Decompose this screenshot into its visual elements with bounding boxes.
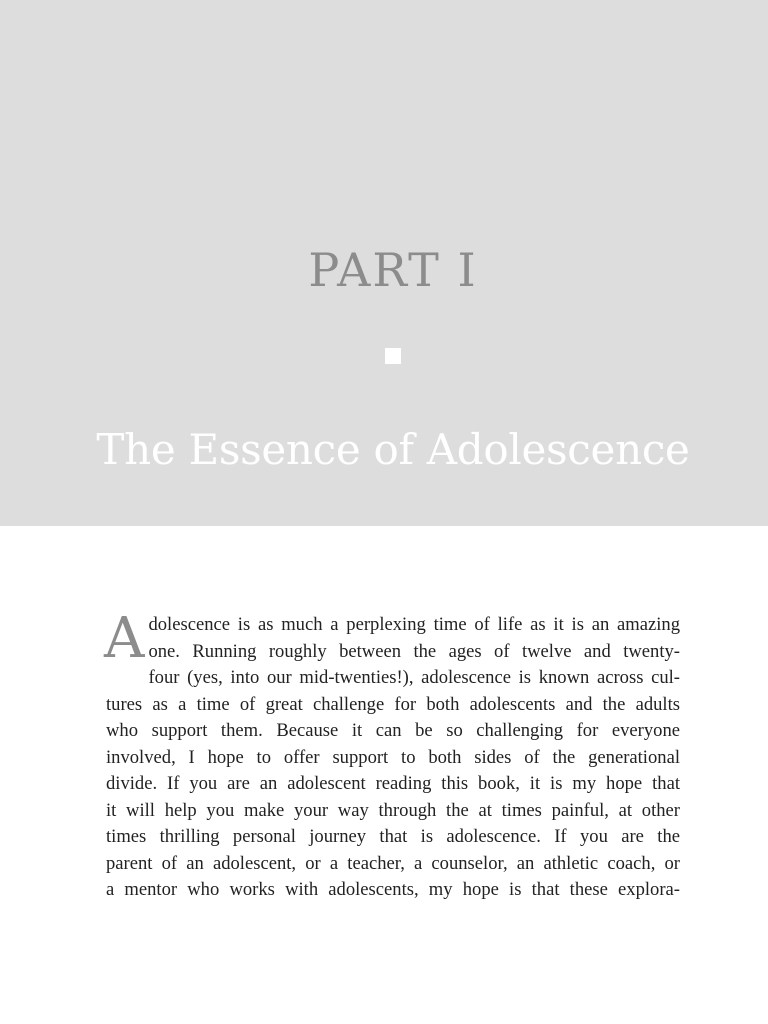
text-line: one. Running roughly between the ages of twelve and twenty- (148, 640, 680, 662)
part-label: PART I (308, 243, 478, 297)
text-line: a mentor who works with adolescents, my hope is that these explora- (106, 879, 680, 900)
text-line: who support them. Because it can be so challenging for everyone (106, 720, 680, 741)
text-line: divide. If you are an adolescent reading this book, it is my hope that (106, 773, 680, 794)
text-line: dolescence is as much a perplexing time of life as it is an amazing (148, 614, 680, 635)
text-line: involved, I hope to offer support to both sides of the generational (106, 746, 680, 768)
text-line: tures as a time of great challenge for both adolescents and the adults (106, 693, 680, 715)
text-line: four (yes, into our mid-twenties!), adolescence is known across cul- (148, 667, 680, 688)
text-line: times thrilling personal journey that is adolescence. If you are the (106, 826, 680, 847)
body-paragraph (104, 606, 680, 904)
drop-cap: A (104, 606, 145, 671)
square-ornament (385, 348, 401, 364)
text-line: parent of an adolescent, or a teacher, a counselor, an athletic coach, or (106, 852, 680, 874)
part-title: The Essence of Adolescence (96, 425, 690, 474)
text-line: it will help you make your way through the at times painful, at other (106, 799, 680, 821)
